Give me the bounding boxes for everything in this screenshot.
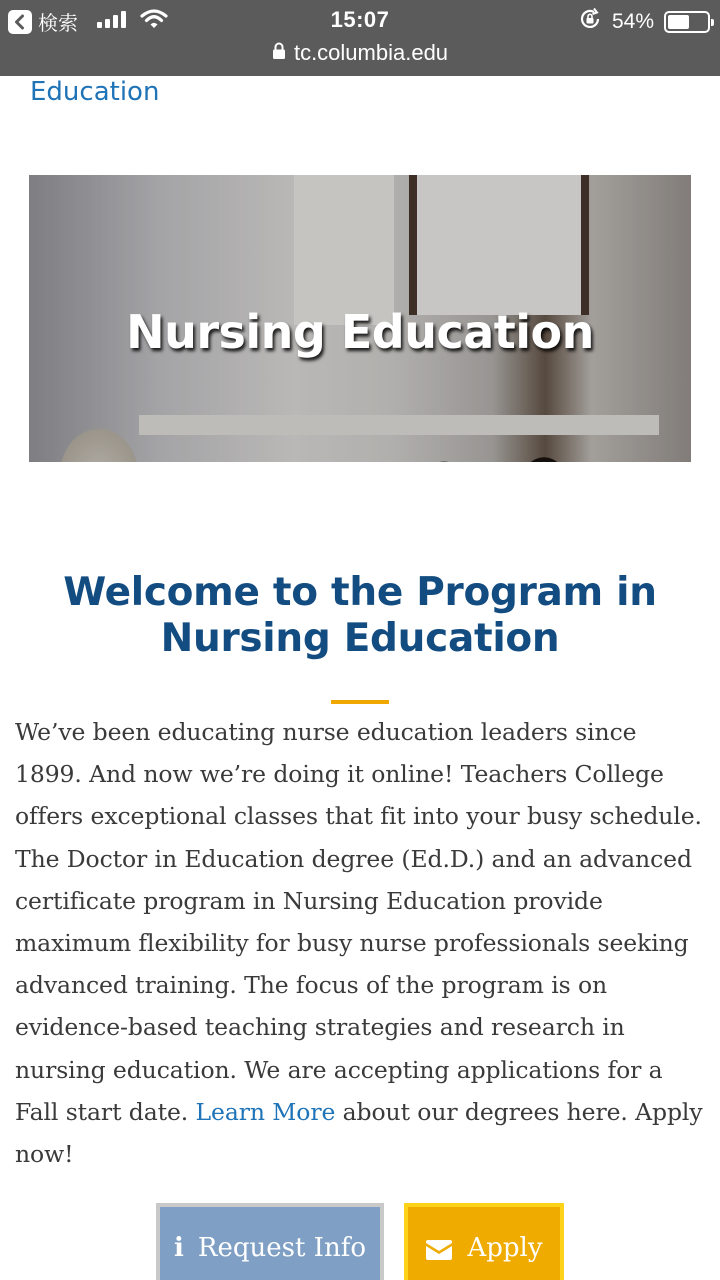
apply-label: Apply	[467, 1233, 543, 1263]
hero-title: Nursing Education	[126, 305, 594, 359]
welcome-heading: Welcome to the Program in Nursing Education	[63, 570, 657, 661]
lock-icon	[272, 40, 286, 66]
status-time: 15:07	[330, 7, 390, 32]
address-bar[interactable]	[0, 38, 720, 68]
status-right-group	[578, 7, 710, 37]
request-info-button[interactable]	[156, 1203, 384, 1280]
status-bar	[0, 0, 720, 38]
learn-more-link[interactable]: Learn More	[195, 1097, 336, 1126]
url-text: tc.columbia.edu	[293, 40, 449, 65]
breadcrumb-education-link[interactable]: Education	[30, 77, 160, 107]
description-text: We’ve been educating nurse education leaders since 1899. And now we’re doing it online! Teachers College offers exceptional classes that fit into your busy schedule. The Doctor in Education degree (Ed.D.) and an advanced certificate program in Nursing Education provide maximum flexibility for busy nurse professionals seeking advanced training. The focus of the program is on evidence-based teaching strategies and research in nursing education. We are accepting applications for a Fall start date.	[15, 718, 702, 1126]
description-text-end: about our degrees here. Apply now!	[15, 1097, 703, 1169]
heading-divider	[331, 700, 389, 704]
info-icon: i	[174, 1233, 184, 1263]
envelope-icon	[425, 1233, 453, 1268]
request-info-label: Request Info	[197, 1233, 366, 1263]
rotation-lock-icon	[578, 7, 602, 37]
apply-button[interactable]	[404, 1203, 564, 1280]
program-description	[15, 711, 705, 1175]
battery-icon	[664, 11, 710, 33]
back-app-label: 検索	[38, 11, 78, 35]
battery-percent: 54%	[611, 10, 654, 33]
hero-banner	[29, 175, 691, 462]
browser-chrome	[0, 0, 720, 76]
